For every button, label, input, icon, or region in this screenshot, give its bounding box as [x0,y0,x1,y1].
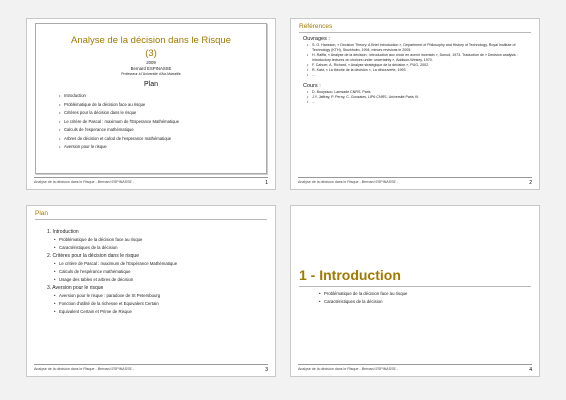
section-label: 1. Introduction [47,229,79,235]
list-item: • F. Cahuer, A. Richard, « Analyse stratégique de la décision », PUG, 2002. [307,63,531,68]
title-line-2: (3) [145,48,157,59]
list-item: • R. Kast, « La théorie de la décision », La découverte, 1993. [307,68,531,73]
list-item: • H. Raiffa, « Analyse de la décision : introduction aux choix en avenir incertain », Dunod, 1973. Traduction de « Decision analysis : introductory lectures on choices under uncertainty », Addison-Wesley, 1970. [307,53,531,63]
year: 2009 [146,60,156,65]
slide-title [36,34,266,60]
list-item: • Aversion pour le risque : paradoxe de St Petersbourg [54,292,267,300]
list-item: • Le critère de Pascal : maximum de l'Esperance Mathématique [60,118,266,127]
slide-footer [298,364,532,373]
title-line-1: Analyse de la décision dans le Risque [70,35,231,46]
author: Bernard ESPINASSE [130,66,172,71]
list-item: • Usage des tables et arbres de décision [54,276,267,284]
list-item: • Problématique de la décision face au risque [60,101,266,110]
ouvrages-heading: Ouvrages : [303,36,330,42]
section-title: 1 - Introduction [299,267,401,283]
footer-text: Analyse de la décision dans le Risque - Bernard ESPINASSE - [298,367,399,371]
page-number: 2 [529,180,532,186]
heading-divider [35,219,267,220]
title-divider [299,286,531,287]
title-box [35,23,267,174]
plan-list [36,92,266,152]
plan-section [47,284,267,316]
list-item: • J.Y. Jaffray, P. Perny, C. Gonzales, LIP6 CNRS, Université Paris VI. [307,95,531,100]
footer-text: Analyse de la décision dans le Risque - Bernard ESPINASSE - [298,180,399,184]
page-number: 1 [265,180,268,186]
footer-text: Analyse de la décision dans le Risque - Bernard ESPINASSE - [34,367,135,371]
page-number: 3 [265,367,268,373]
intro-list [319,290,407,306]
plan-section [47,252,267,284]
list-item: • Equivalent Certain et Prime de Risque [54,308,267,316]
list-item: • ... [307,100,531,105]
page-number: 4 [529,367,532,373]
list-item: • Fonction d'utilité de la richesse et Equivalent Certain [54,300,267,308]
list-item: • ... [307,73,531,78]
heading-divider [299,32,531,33]
list-item: • D. Bouyssou, Lamsade CNRS, Paris [307,90,531,95]
footer-text: Analyse de la décision dans le Risque - Bernard ESPINASSE - [34,180,135,184]
list-item: • Aversion pour le risque [60,143,266,152]
slide-footer [298,177,532,186]
slide-3 [26,205,276,377]
institution: Professeur à l'Université d'Aix-Marseille [121,72,181,76]
list-item: • Calculs de l'espérance mathématique [54,268,267,276]
list-item: • Caractéristiques de la décision [54,244,267,252]
slide-footer [34,177,268,186]
plan-section [47,228,267,252]
section-label: 2. Critères pour la décision dans le risque [47,253,139,259]
list-item: • S. O. Hansson, « Decision Theory: A Brief Introduction », Department of Philosophy and History of Technology, Royal Institute of Technology (KTH), Stockholm, 1994, minors revisions in 2005. [307,43,531,53]
list-item: • Problématique de la décision face au risque [54,236,267,244]
list-item: • Critères pour la décision dans le risque [60,109,266,118]
slide-4 [290,205,540,377]
list-item: • Introduction [60,92,266,101]
references-body [303,36,531,105]
list-item: • Problématique de la décision face au risque [319,290,407,298]
cours-heading: Cours : [303,83,321,89]
slide-2 [290,18,540,190]
plan-body [47,228,267,316]
plan-heading: Plan [143,81,158,88]
list-item: • Caractéristiques de la décision [319,298,407,306]
list-item: • Calculs de l'esperance mathématique [60,126,266,135]
list-item: • Le critère de Pascal : maximum de l'Espérance Mathématique [54,260,267,268]
slide-footer [34,364,268,373]
section-label: 3. Aversion pour le risque [47,285,104,291]
list-item: • Arbres de décision et calcul de l'esperance mathématique [60,135,266,144]
ouvrages-list [303,43,531,78]
slide-heading: Plan [35,210,49,217]
cours-list [303,90,531,105]
slide-1 [26,18,276,190]
slide-heading: Références [299,23,333,30]
